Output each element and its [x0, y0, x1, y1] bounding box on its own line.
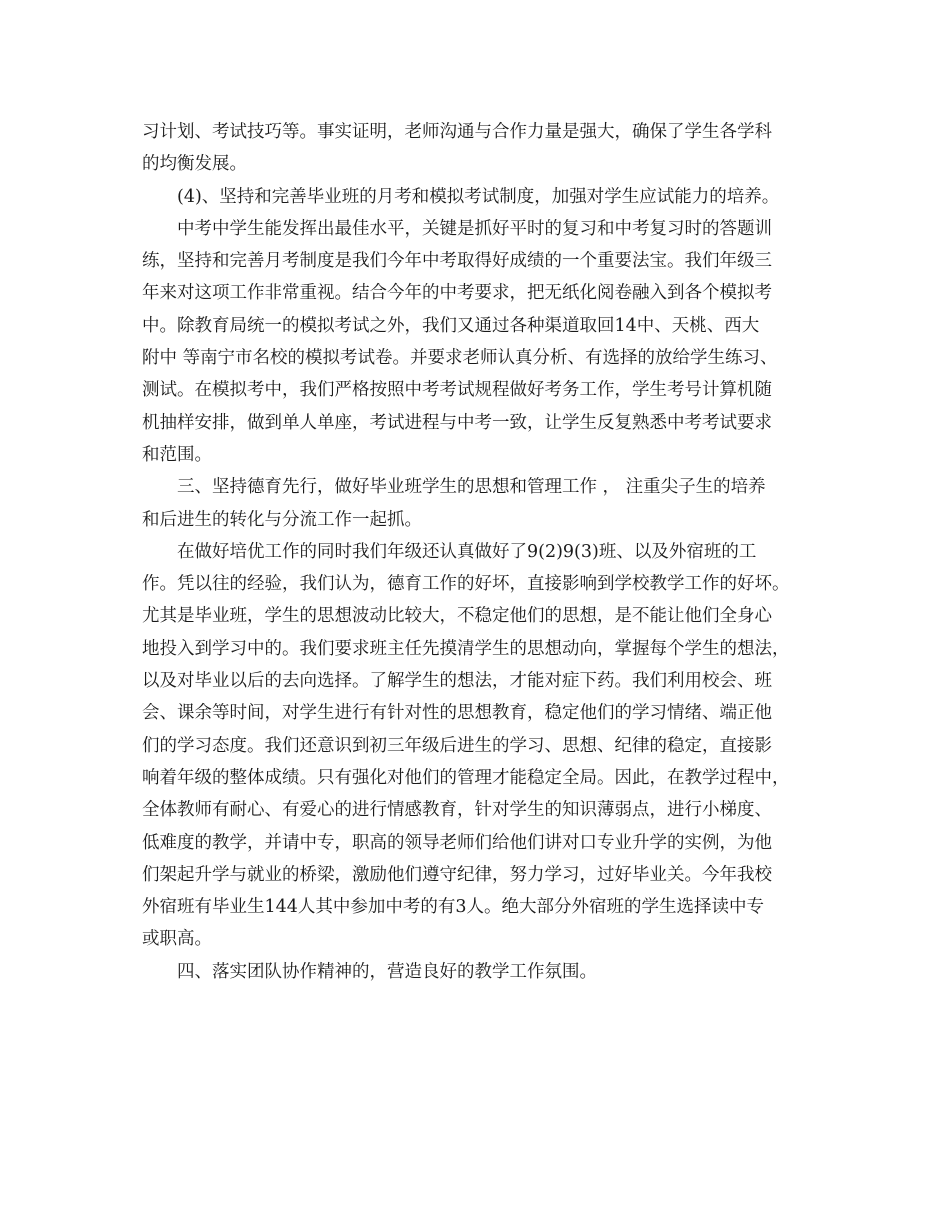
text-line: 练，坚持和完善月考制度是我们今年中考取得好成绩的一个重要法宝。我们年级三 — [142, 251, 772, 272]
text-line: 和范围。 — [142, 444, 212, 465]
text-line: 或职高。 — [142, 929, 212, 950]
text-line: 和后进生的转化与分流工作一起抓。 — [142, 509, 422, 530]
text-line: 以及对毕业以后的去向选择。了解学生的想法，才能对症下药。我们利用校会、班 — [142, 671, 772, 692]
text-line: 们的学习态度。我们还意识到初三年级后进生的学习、思想、纪律的稳定，直接影 — [142, 735, 772, 756]
text-line: 中。除教育局统一的模拟考试之外，我们又通过各种渠道取回14中、天桃、西大 — [142, 315, 760, 336]
text-line: 在做好培优工作的同时我们年级还认真做好了9(2)9(3)班、以及外宿班的工 — [177, 541, 757, 562]
text-line: 全体教师有耐心、有爱心的进行情感教育，针对学生的知识薄弱点，进行小梯度、 — [142, 800, 772, 821]
text-line: 附中 等南宁市名校的模拟考试卷。并要求老师认真分析、有选择的放给学生练习、 — [142, 348, 778, 369]
section-heading: (4)、坚持和完善毕业班的月考和模拟考试制度，加强对学生应试能力的培养。 — [177, 186, 780, 207]
text-line: 年来对这项工作非常重视。结合今年的中考要求，把无纸化阅卷融入到各个模拟考 — [142, 283, 772, 304]
text-line: 测试。在模拟考中，我们严格按照中考考试规程做好考务工作，学生考号计算机随 — [142, 380, 772, 401]
text-line: 中考中学生能发挥出最佳水平，关键是抓好平时的复习和中考复习时的答题训 — [177, 218, 772, 239]
text-line: 们架起升学与就业的桥梁，激励他们遵守纪律，努力学习，过好毕业关。今年我校 — [142, 864, 772, 885]
text-line: 外宿班有毕业生144人其中参加中考的有3人。绝大部分外宿班的学生选择读中专 — [142, 897, 765, 918]
text-line: 机抽样安排，做到单人单座，考试进程与中考一致，让学生反复熟悉中考考试要求 — [142, 412, 772, 433]
text-line: 低难度的教学，并请中专，职高的领导老师们给他们讲对口专业升学的实例，为他 — [142, 832, 772, 853]
text-line: 会、课余等时间，对学生进行有针对性的思想教育，稳定他们的学习情绪、端正他 — [142, 703, 772, 724]
text-line: 作。凭以往的经验，我们认为，德育工作的好坏，直接影响到学校教学工作的好坏。 — [142, 574, 790, 595]
text-line: 地投入到学习中的。我们要求班主任先摸清学生的思想动向，掌握每个学生的想法， — [142, 638, 790, 659]
text-line: 尤其是毕业班，学生的思想波动比较大，不稳定他们的思想，是不能让他们全身心 — [142, 606, 772, 627]
document-page — [142, 116, 822, 988]
text-line: 响着年级的整体成绩。只有强化对他们的管理才能稳定全局。因此，在教学过程中， — [142, 767, 790, 788]
text-line: 的均衡发展。 — [142, 154, 247, 175]
section-heading: 三、坚持德育先行，做好毕业班学生的思想和管理工作 ， 注重尖子生的培养 — [177, 477, 766, 498]
section-heading: 四、落实团队协作精神的，营造良好的教学工作氛围。 — [177, 961, 597, 982]
text-line: 习计划、考试技巧等。事实证明，老师沟通与合作力量是强大，确保了学生各学科 — [142, 122, 772, 142]
